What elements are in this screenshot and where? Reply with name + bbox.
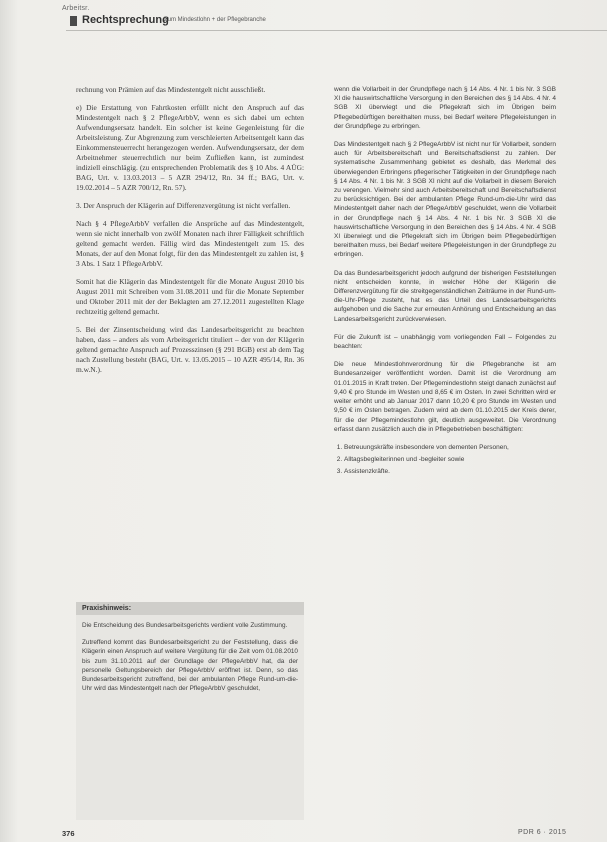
practice-note-heading: Praxishinweis: bbox=[76, 602, 304, 615]
practice-note-box bbox=[76, 602, 304, 820]
list-item: 2. Alltagsbegleiterinnen und -begleiter sowie bbox=[344, 455, 556, 464]
right-paragraph: Für die Zukunft ist – unabhängig vom vorliegenden Fall – Folgendes zu beachten: bbox=[334, 333, 556, 351]
left-paragraph: Somit hat die Klägerin das Mindestentgelt für die Monate August 2010 bis August 2011 mit Schreiben vom 31.08.2011 und für die Monate September und Oktober 2011 mit der der Beklagten am 27.12.2011 zugestellten Klage rechtzeitig geltend gemacht. bbox=[76, 277, 304, 316]
section-rubric: Arbeitsr. bbox=[62, 5, 90, 12]
left-paragraph: Nach § 4 PflegeArbbV verfallen die Ansprüche auf das Mindestentgelt, wenn sie nicht innerhalb von zwölf Monaten nach ihrer Fälligkeit schriftlich geltend gemacht werden. Fällig wird das Mindestentgelt zum 15. des Monats, der auf den Monat folgt, für den das Mindestentgelt zu zahlen ist, § 3 Abs. 1 Satz 1 PflegeArbbV. bbox=[76, 219, 304, 268]
journal-issue: PDR 6 · 2015 bbox=[518, 829, 567, 836]
practice-note-body bbox=[76, 615, 304, 693]
covered-workers-list bbox=[334, 443, 556, 477]
left-paragraph: 3. Der Anspruch der Klägerin auf Differenzvergütung ist nicht verfallen. bbox=[76, 201, 291, 210]
list-item: 1. Betreuungskräfte insbesondere von dementen Personen, bbox=[344, 443, 556, 452]
right-paragraph: Die neue Mindestlohnverordnung für die Pflegebranche ist am Bundesanzeiger veröffentlicht worden. Damit ist die Verordnung am 01.01.2015 in Kraft treten. Der Pflegemindestlohn steigt danach zunächst auf 9,40 € pro Stunde im Westen und 8,65 € im Osten. In zwei Schritten wird er weiter erhöht und ab Januar 2017 dann 10,20 € pro Stunde im Westen und 9,50 € im Osten betragen. Zudem wird ab dem 01.10.2015 der Kreis derer, für die der Pflegemindestlohn gilt, deutlich ausgeweitet. Die Verordnung erfasst dann zusätzlich auch die in Pflegebetrieben beschäftigten: bbox=[334, 361, 556, 433]
left-paragraph: 5. Bei der Zinsentscheidung wird das Landesarbeitsgericht zu beachten haben, dass – anders als vom Arbeitsgericht tituliert – der von der Klägerin geltend gemachte Anspruch auf Prozesszinsen (§ 291 BGB) erst ab dem Tag nach Zustellung besteht (BAG, Urt. v. 13.05.2015 – 10 AZR 495/14, Rn. 36 m.w.N.). bbox=[76, 325, 304, 374]
right-paragraph: Das Mindestentgelt nach § 2 PflegeArbbV ist nicht nur für Vollarbeit, sondern auch für Arbeitsbereitschaft und Bereitschaftsdienst zu zahlen. Der systematische Zusammenhang gebietet es deshalb, das Merkmal des überwiegenden Erbringens pflegerischer Tätigkeiten in der Grundpflege nach § 14 Abs. 4 Nr. 1 bis Nr. 3 SGB XI nicht auf die Vollarbeit in diesem Bereich zu verengen. Vielmehr sind auch Arbeitsbereitschaft und Bereitschaftsdienst zu berücksichtigen. Bei der ambulanten Pflege Rund-um-die-Uhr wird das Mindestentgelt daher nach der PflegeArbbV geschuldet, wenn die Vollarbeit in der Grundpflege nach § 14 Abs. 4 Nr. 1 bis Nr. 3 SGB XI die hauswirtschaftliche Versorgung in den Bereichen des § 14 Abs. 4 Nr. 4 SGB XI überwiegt und die Pflegekraft sich im Übrigen beim Pflegebedürftigen bereithalten muss, bei Bedarf weitere Pflegeleistungen in der Grundpflege zu erbringen. bbox=[334, 141, 556, 259]
left-column bbox=[76, 85, 304, 383]
left-paragraph: rechnung von Prämien auf das Mindestentgelt nicht ausschließt. bbox=[76, 85, 266, 94]
header-marker bbox=[70, 16, 77, 26]
page-number: 376 bbox=[62, 829, 75, 838]
practice-note-paragraph: Die Entscheidung des Bundesarbeitsgerichts verdient volle Zustimmung. bbox=[82, 622, 288, 629]
header-title: Rechtsprechung bbox=[82, 14, 169, 26]
header-divider bbox=[66, 30, 607, 31]
list-item: 3. Assistenzkräfte. bbox=[344, 467, 556, 476]
right-paragraph: Da das Bundesarbeitsgericht jedoch aufgrund der bisherigen Feststellungen nicht entscheiden konnte, in welcher Höhe der Klägerin die Differenzvergütung für die streitgegenständlichen Zeiträume in der Rund-um-die-Uhr-Pflege zusteht, hat es das Urteil des Landesarbeitsgerichts aufgehoben und die Sache zur erneuten Anhörung und Entscheidung an das Landesarbeitsgericht zurückverwiesen. bbox=[334, 269, 556, 323]
practice-note-paragraph: Zutreffend kommt das Bundesarbeitsgericht zu der Feststellung, dass die Klägerin einen Anspruch auf weitere Vergütung für die Zeit vom 01.08.2010 bis zum 31.10.2011 auf der Grundlage der PflegeArbbV hat, da der personelle Geltungsbereich der PflegeArbbV eröffnet ist. Denn, so das Bundesarbeitsgericht zutreffend, bei der ambulanten Pflege Rund-um-die-Uhr wird das Mindestentgelt nach der PflegeArbbV geschuldet, bbox=[82, 639, 298, 693]
right-paragraph: wenn die Vollarbeit in der Grundpflege nach § 14 Abs. 4 Nr. 1 bis Nr. 3 SGB XI die hauswirtschaftliche Versorgung in den Bereichen des § 14 Abs. 4 Nr. 4 SGB XI überwiegt und die Pflegekraft sich im Übrigen beim Pflegebedürftigen bereithalten muss, bei Bedarf weitere Pflegeleistungen in der Grundpflege zu erbringen. bbox=[334, 86, 556, 130]
header-subtitle: Zum Mindestlohn + der Pflegebranche bbox=[164, 17, 266, 23]
right-column bbox=[334, 85, 556, 480]
left-paragraph: e) Die Erstattung von Fahrtkosten erfüllt nicht den Anspruch auf das Mindestentgelt nach § 2 PflegeArbbV, wenn es sich dabei um echten Aufwendungsersatz handelt. Ein solcher ist keine Gegenleistung für die Arbeitsleistung. Zur Abgrenzung zum verschleierten Arbeitsentgelt kann das Einkommensteuerrecht herangezogen werden. Aufwendungsersatz, der dem Arbeitnehmer steuerrechtlich nur beim Zufließen kann, ist zumindest indiziell einschlägig. (zu entsprechenden Problematik des § 10 Abs. 4 AÜG: BAG, Urt. v. 13.03.2013 – 5 AZR 294/12, Rn. 34 ff.; BAG, Urt. v. 19.02.2014 – 5 AZR 700/12, Rn. 57). bbox=[76, 103, 304, 192]
